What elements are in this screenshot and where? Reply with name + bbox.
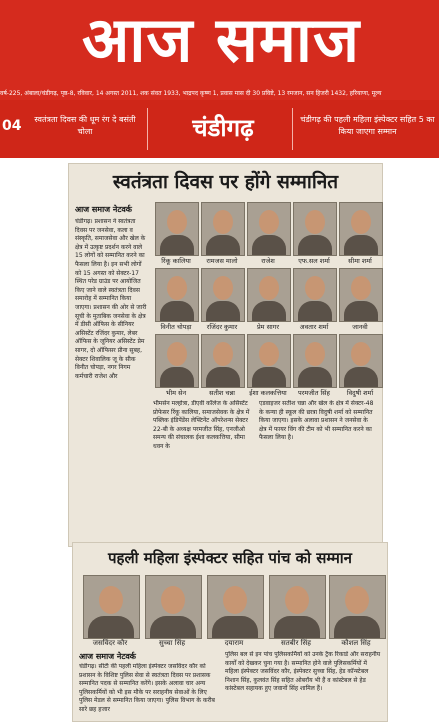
news-clipping-2 [72, 542, 388, 722]
masthead [0, 0, 439, 88]
page-number: 04 [2, 118, 22, 134]
portrait-photo [293, 334, 337, 388]
headline: पहली महिला इंस्पेक्टर सहित पांच को सम्मान [107, 549, 353, 567]
headline: स्वतंत्रता दिवस पर होंगे सम्मानित [112, 171, 339, 193]
portrait-photo [247, 334, 291, 388]
photo-caption: सतीश चन्ना [209, 389, 235, 397]
photo-caption: परमजीत सिंह [297, 389, 331, 397]
photo-caption: सुच्चा सिंह [158, 639, 186, 647]
byline: आज समाज नेटवर्क [79, 652, 136, 661]
photo-caption: जानवी [352, 323, 368, 331]
photo-caption: ईशा कलकत्तिया [249, 389, 287, 397]
article-column: भीमसेन मल्होत्रा, डीएवी कॉलेज के असिस्टेंट प्रोफेसर रिंकू कालिया, समाजसेवक के क्षेत्र में पब्लिक इंडिपेंडेंस लेफ्टिनेंट ऑपरेशन्स सेक्टर 22-बी के अध्यक्ष परमजीत सिंह, एनजीओ समन्य की संचालक ईशा कलकत्तिया, सीमा धवन के [153, 400, 250, 450]
portrait-photo [201, 334, 245, 388]
photo-caption: कौशल सिंह [341, 639, 371, 647]
portrait-photo [83, 575, 140, 639]
photo-caption: विनीत चोपड़ा [160, 323, 192, 331]
portrait-photo [293, 268, 337, 322]
dateline: वर्ष-225, अंबाला/चंडीगढ़, पृष्ठ-8, रविवार, 14 अगस्त 2011, शक संवत 1933, भाद्रपद कृष्ण 1, प्रवास मास दी 30 प्रविष्टे, 13 रमजान, सन हिजरी 1432, हरियाणा, मूल्य [0, 88, 439, 100]
photo-caption: रिंकू कालिया [161, 257, 191, 265]
photo-caption: सीमा शर्मा [348, 257, 372, 265]
portrait-photo [247, 268, 291, 322]
portrait-photo [201, 268, 245, 322]
portrait-photo [207, 575, 264, 639]
photo-caption: अवतार शर्मा [299, 323, 329, 331]
photo-caption: जसविंदर कौर [92, 639, 128, 647]
portrait-photo [155, 202, 199, 256]
article-column: एडवाइजर सतीश चन्ना और खेल के क्षेत्र में सेक्टर-48 के कन्या ही स्कूल की छात्रा विदुषी शर्मा को सम्मानित किया जाएगा। इसके अलावा प्रशासन ने जनसेवा के क्षेत्र में फायर विंग की टीम को भी सम्मानित करने का फैसला लिया है। [259, 400, 374, 442]
divider [147, 108, 148, 150]
article-column: पुलिस बल से इन पांच पुलिसकर्मियों को उनके ट्रैक रिकार्ड और सराहनीय कार्यों को देखकर चुना गया है। सम्मानित होने वाले पुलिसकर्मियों में महिला इंस्पेक्टर जसविंदर कौर, इंस्पेक्टर सुच्चा सिंह, हेड कॉन्स्टेबल निशान सिंह, कुलवंत सिंह सहित ओबरॉय भी हैं व कांस्टेबल से हेड कांस्टेबल सहायक हुए जवानों सिंह शामिल हैं। [225, 651, 381, 693]
byline: आज समाज नेटवर्क [75, 205, 132, 214]
teaser-right: चंडीगढ़ की पहली महिला इंस्पेक्टर सहित 5 का किया जाएगा सम्मान [300, 115, 435, 136]
photo-caption: विदुषी शर्मा [346, 389, 374, 397]
photo-caption: सतबीर सिंह [281, 639, 311, 647]
photo-caption: रामजस मालो [206, 257, 238, 265]
photo-caption: एफ.सल शर्मा [298, 257, 330, 265]
portrait-photo [269, 575, 326, 639]
portrait-photo [329, 575, 386, 639]
photo-caption: राजेश [261, 257, 275, 265]
divider [292, 108, 293, 150]
article-column: चंडीगढ़। प्रशासन ने स्वतंत्रता दिवस पर जनसेवा, कला व संस्कृति, समाजसेवा और खेल के क्षेत्र में उत्कृष्ट प्रदर्शन करने वाले 15 लोगों को सम्मानित करने का फैसला लिया है। इन सभी लोगों को 15 अगस्त को सेक्टर-17 स्थित परेड ग्राउंड पर आयोजित किए जाने वाले स्वतंत्रता दिवस समारोह में सम्मानित किया जाएगा। प्रशासन की ओर से जारी सूची के मुताबिक जनसेवा के क्षेत्र में डीसी ऑफिस के सीनियर असिस्टेंट रजिंदर कुमार, लेबर ऑफिस के जूनियर असिस्टेंट प्रेम सागर, दो ऑफिसर प्रीना सुबह, सेक्टर शिवालिक जू के सीक विनीत चोपड़ा, नगर निगम कर्मचारी राजेश और [75, 218, 147, 380]
photo-caption: रजिंदर कुमार [206, 323, 238, 331]
photo-caption: दयाराम [224, 639, 244, 647]
portrait-photo [293, 202, 337, 256]
portrait-photo [155, 268, 199, 322]
portrait-photo [247, 202, 291, 256]
article-column: चंडीगढ़। सीटी की पहली महिला इंस्पेक्टर जसविंदर कौर को प्रशासन के विशिष्ट पुलिस सेवा से स्वतंत्रता दिवस पर प्रशासक सम्मानित पदक से सम्मानित करेंगे। इसके अलावा चार अन्य पुलिसकर्मियों को भी इस मौके पर सराहनीय सेवाओं के लिए पुलिस मेडल से सम्मानित किया जाएगा। पुलिस विभाग के करीब सारे छह हजार [79, 663, 215, 713]
portrait-photo [145, 575, 202, 639]
portrait-photo [339, 268, 383, 322]
portrait-photo [339, 334, 383, 388]
section-bar [0, 100, 439, 158]
portrait-photo [155, 334, 199, 388]
news-clipping-1 [68, 163, 383, 547]
photo-caption: भीम सेन [165, 389, 187, 397]
portrait-photo [339, 202, 383, 256]
newspaper-title: आज समाज [81, 3, 360, 76]
photo-caption: प्रेम सागर [256, 323, 280, 331]
teaser-left: स्वतंत्रता दिवस की धूम रंग दे बसंती चोला [34, 115, 136, 136]
section-title: चंडीगढ़ [192, 114, 254, 142]
portrait-photo [201, 202, 245, 256]
